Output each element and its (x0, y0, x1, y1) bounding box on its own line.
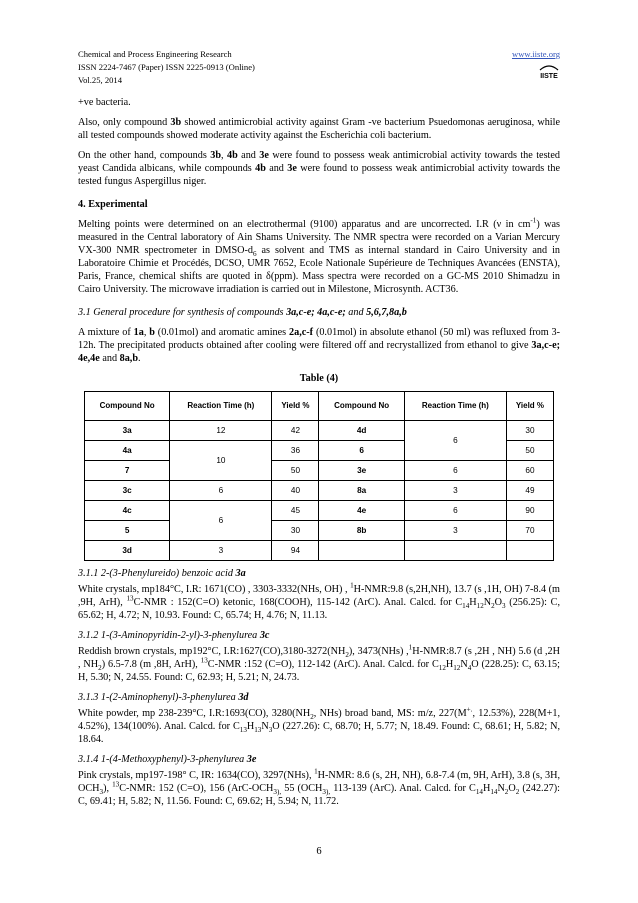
table-cell (506, 541, 553, 561)
table-cell: 6 (404, 501, 506, 521)
table-cell: 45 (272, 501, 319, 521)
compound-heading-3e: 3.1.4 1-(4-Methoxyphenyl)-3-phenylurea 3e (78, 754, 257, 765)
paragraph-antifungal: On the other hand, compounds 3b, 4b and 3e were found to possess weak antimicrobial activity towards the tested yeast Candida albicans, while compounds 4b and 3e were found to possess weak antimicrobial activity towards the tested fungus Aspergillus niger. (78, 150, 560, 187)
table-cell: 3 (404, 481, 506, 501)
compound-data-3c: Reddish brown crystals, mp192°C, $I.R:1627(CO),3180-3272(NH_2)$, 3473(NHs) ,$^1$H-NMR:8.7 (s ,2H , NH) 5.6 (d ,2H , $NH_2$) 6.5-7.8 (m ,8H, ArH), $^{13}$C-NMR :152 (C=O), 112-142 (ArC). Anal. Calcd. for $C_{12}H_{12}N_4O$ (228.25): C, 63.15; H, 5.30; N, 24.55. Found: C, 62.93; H, 5.21; N, 24.73. (78, 643, 560, 683)
table-cell: 10 (170, 441, 272, 481)
col-header: Reaction Time (h) (404, 392, 506, 421)
table-caption: Table (4) (299, 373, 339, 384)
table-cell: 3c (85, 481, 170, 501)
col-header: Reaction Time (h) (170, 392, 272, 421)
issn-line: ISSN 2224-7467 (Paper) ISSN 2225-0913 (Online) (78, 62, 255, 72)
table-row (85, 461, 554, 481)
col-header: Compound No (319, 392, 404, 421)
table-cell: 3d (85, 541, 170, 561)
table-cell: 3 (170, 541, 272, 561)
table-row (85, 521, 554, 541)
table-cell: 30 (506, 421, 553, 441)
compound-heading-3a: 3.1.1 2-(3-Phenylureido) benzoic acid 3a (78, 568, 246, 579)
table-cell: 90 (506, 501, 553, 521)
page-number: 6 (316, 846, 322, 857)
table-cell: 49 (506, 481, 553, 501)
subsection-heading-general-procedure: 3.1 General procedure for synthesis of compounds 3a,c-e; 4a,c-e; and 5,6,7,8a,b (78, 307, 407, 318)
table-cell: 7 (85, 461, 170, 481)
table-cell: 4c (85, 501, 170, 521)
table-cell: 3e (319, 461, 404, 481)
table-cell: 6 (170, 501, 272, 541)
table-cell: 30 (272, 521, 319, 541)
table-cell: 8b (319, 521, 404, 541)
table-cell: 12 (170, 421, 272, 441)
compound-data-3d: White powder, mp 238-239°C, I.R:1693(CO), $3280(NH_2$, NHs) broad band, MS: m/z, 227(M+., 12.53%), 228(M+1, 4.52%), 134(100%). Anal. Calcd. for $C_{13}H_{13}N_3O$ (227.26): C, 68.70; H, 5.77; N, 18.49. Found: C, 68.61; H, 5.82; N, 18.64. (78, 705, 561, 745)
table-cell: 3 (404, 521, 506, 541)
table-cell (319, 541, 404, 561)
table-cell: 3a (85, 421, 170, 441)
paragraph-experimental: Melting points were determined on an electrothermal (9100) apparatus and are uncorrected. I.R (ν in $cm^{-1}$) was measured in the Central laboratory of Ain Shams University. The NMR spectra were recorded on a Varian Mercury VX-300 NMR spectrometer in DMSO-$d_6$ as solvent and TMS as internal standard in Cairo University and in Laboratoire Chimie et Procédés, DCSO, UMR 7652, Ecole Nationale Supérieure de Techniques Avancées (ENSTA), Paris, France, chemical shifts are quoted in δ(ppm). Mass spectra were recorded on a GC-MS 2010 Shimadzu in Cairo University. The microwave irradiation is carried out in Milestone, Microsynth. ACT36. (78, 216, 560, 295)
table-cell: 94 (272, 541, 319, 561)
col-header: Yield % (506, 392, 553, 421)
running-header (78, 48, 560, 87)
table-cell: 6 (319, 441, 404, 461)
compound-data-3a: White crystals, mp184°C, I.R: 1671(CO) , 3303-3332(NHs, OH) , $^1$H-NMR:9.8 (s,2H,NH), 13.7 (s ,1H, OH) 7-8.4 (m ,9H, ArH), $^{13}$C-NMR : 152(C=O) ketonic, 168(COOH), 115-142 (ArC). Anal. Calcd. for $C_{14}H_{12}N_2O_3$ (256.25): C, 65.62; H, 4.72; N, 10.93. Found: C, 65.74; H, 4.76; N, 11.13. (78, 581, 560, 621)
article-body (78, 96, 560, 815)
table-cell: 4e (319, 501, 404, 521)
table-cell: 50 (272, 461, 319, 481)
website-link[interactable]: www.iiste.org (512, 49, 560, 59)
compound-heading-3d: 3.1.3 1-(2-Aminophenyl)-3-phenylurea 3d (78, 692, 249, 703)
reaction-table (84, 391, 554, 561)
compound-data-3e: Pink crystals, mp197-198° C, IR: 1634(CO), 3297(NHs), $^1$H-NMR: 8.6 (s, 2H, NH), 6.8-7.4 (m, 9H, ArH), 3.8 (s, 3H, $OCH_3$), $^{13}$C-NMR: 152 (C=O), 156 ($ArC-OCH_{3),}$ 55 ($OCH_{3),}$ 113-139 (ArC). Anal. Calcd. for $C_{14}H_{14}N_2O_2$ (242.27): C, 69.41; H, 5.82; N, 11.56. Found: C, 69.62; H, 5.94; N, 11.72. (78, 767, 560, 807)
volume-line: Vol.25, 2014 (78, 75, 123, 85)
svg-text:IISTE: IISTE (540, 73, 558, 80)
table-row (85, 541, 554, 561)
table-cell: 42 (272, 421, 319, 441)
table-row (85, 421, 554, 441)
table-cell (404, 541, 506, 561)
col-header: Yield % (272, 392, 319, 421)
table-cell: 8a (319, 481, 404, 501)
compound-heading-3c: 3.1.2 1-(3-Aminopyridin-2-yl)-3-phenylurea 3c (78, 630, 270, 641)
iiste-logo-icon (538, 62, 560, 80)
table-cell: 50 (506, 441, 553, 461)
col-header: Compound No (85, 392, 170, 421)
table-header-row (85, 392, 554, 421)
table-row (85, 481, 554, 501)
table-cell: 6 (170, 481, 272, 501)
table-cell: 6 (404, 461, 506, 481)
table-cell: 6 (404, 421, 506, 461)
table-cell: 4d (319, 421, 404, 441)
table-cell: 5 (85, 521, 170, 541)
table-cell: 40 (272, 481, 319, 501)
table-cell: 4a (85, 441, 170, 461)
paragraph-general-procedure: A mixture of 1a, b (0.01mol) and aromatic amines 2a,c-f (0.01mol) in absolute ethanol (50 ml) was refluxed from 3-12h. The precipitated products obtained after cooling were filtered off and recrystallized from ethanol to give 3a,c-e; 4e,4e and 8a,b. (78, 327, 561, 364)
journal-name: Chemical and Process Engineering Research (78, 49, 232, 59)
table-row (85, 501, 554, 521)
table-cell: 36 (272, 441, 319, 461)
continued-text: +ve bacteria. (78, 97, 131, 108)
paragraph-antimicrobial-gram-negative: Also, only compound 3b showed antimicrobial activity against Gram -ve bacterium Psuedomonas aeruginosa, while all tested compounds showed moderate activity against the Escherichia coli bacterium. (78, 117, 560, 141)
section-heading-experimental: 4. Experimental (78, 199, 148, 210)
table-cell: 70 (506, 521, 553, 541)
table-cell: 60 (506, 461, 553, 481)
